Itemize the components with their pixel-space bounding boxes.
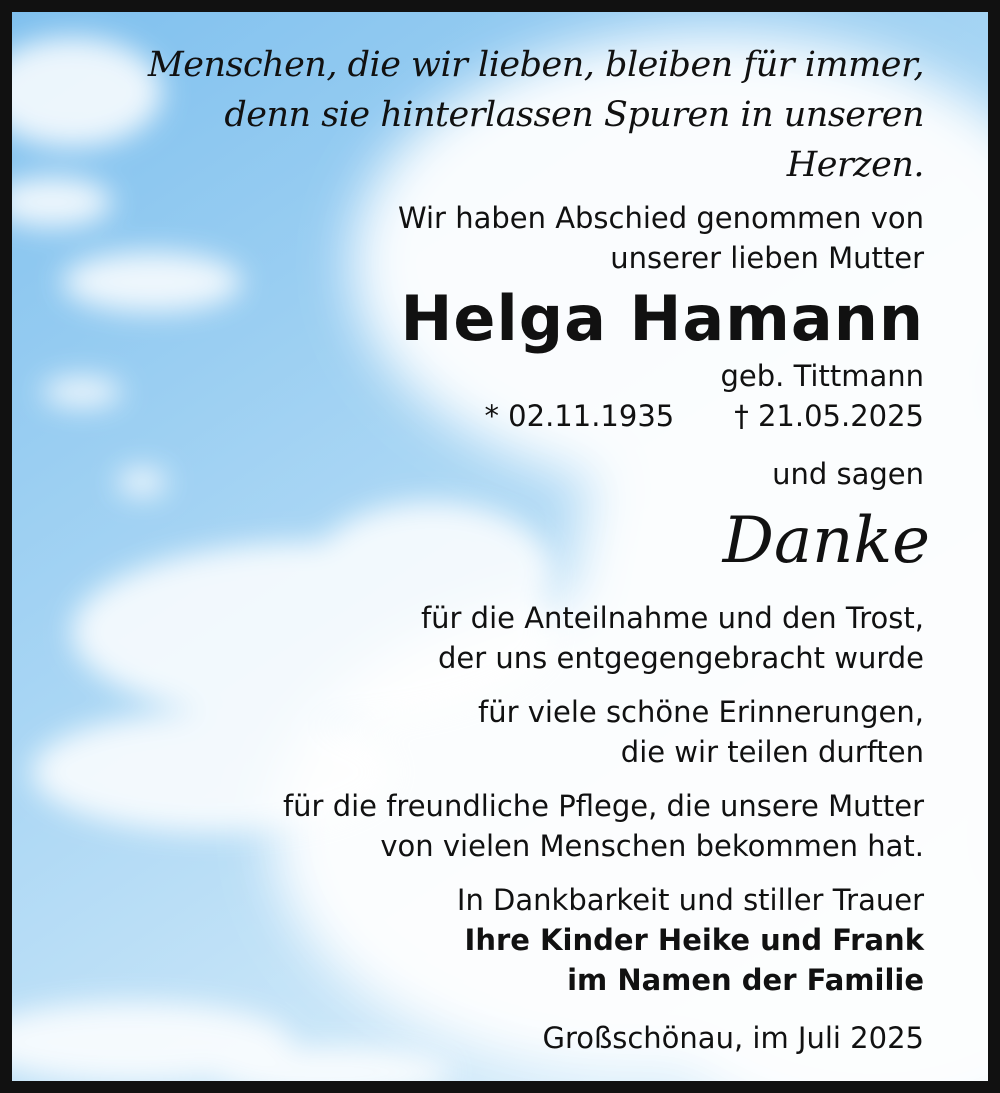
quote-line: Menschen, die wir lieben, bleiben für immer, — [147, 45, 924, 85]
signer-line: im Namen der Familie — [567, 963, 924, 997]
place-date: Großschönau, im Juli 2025 — [542, 1021, 924, 1055]
thanks-line: für die freundliche Pflege, die unsere Mutter — [282, 789, 924, 823]
quote-line: denn sie hinterlassen Spuren in unseren Herzen. — [224, 95, 924, 185]
birth-date: * 02.11.1935 — [484, 399, 675, 433]
thanks-line: von vielen Menschen bekommen hat. — [380, 829, 924, 863]
and-say-line: und sagen — [772, 457, 924, 491]
notice-content — [124, 40, 930, 1058]
thanks-line: der uns entgegengebracht wurde — [438, 641, 924, 675]
thanks-line: für die Anteilnahme und den Trost, — [420, 601, 924, 635]
memorial-quote — [124, 40, 924, 190]
deceased-name: Helga Hamann — [400, 282, 924, 355]
intro-line: unserer lieben Mutter — [610, 241, 924, 275]
thanks-line: die wir teilen durften — [620, 735, 924, 769]
signer-line: Ihre Kinder Heike und Frank — [464, 923, 924, 957]
life-dates — [124, 396, 924, 436]
maiden-name: geb. Tittmann — [720, 359, 924, 393]
death-date: † 21.05.2025 — [734, 399, 924, 433]
closing-line: In Dankbarkeit und stiller Trauer — [456, 883, 924, 917]
thanks-line: für viele schöne Erinnerungen, — [478, 695, 924, 729]
intro-line: Wir haben Abschied genommen von — [397, 201, 924, 235]
thanks-heading: Danke — [722, 504, 930, 578]
